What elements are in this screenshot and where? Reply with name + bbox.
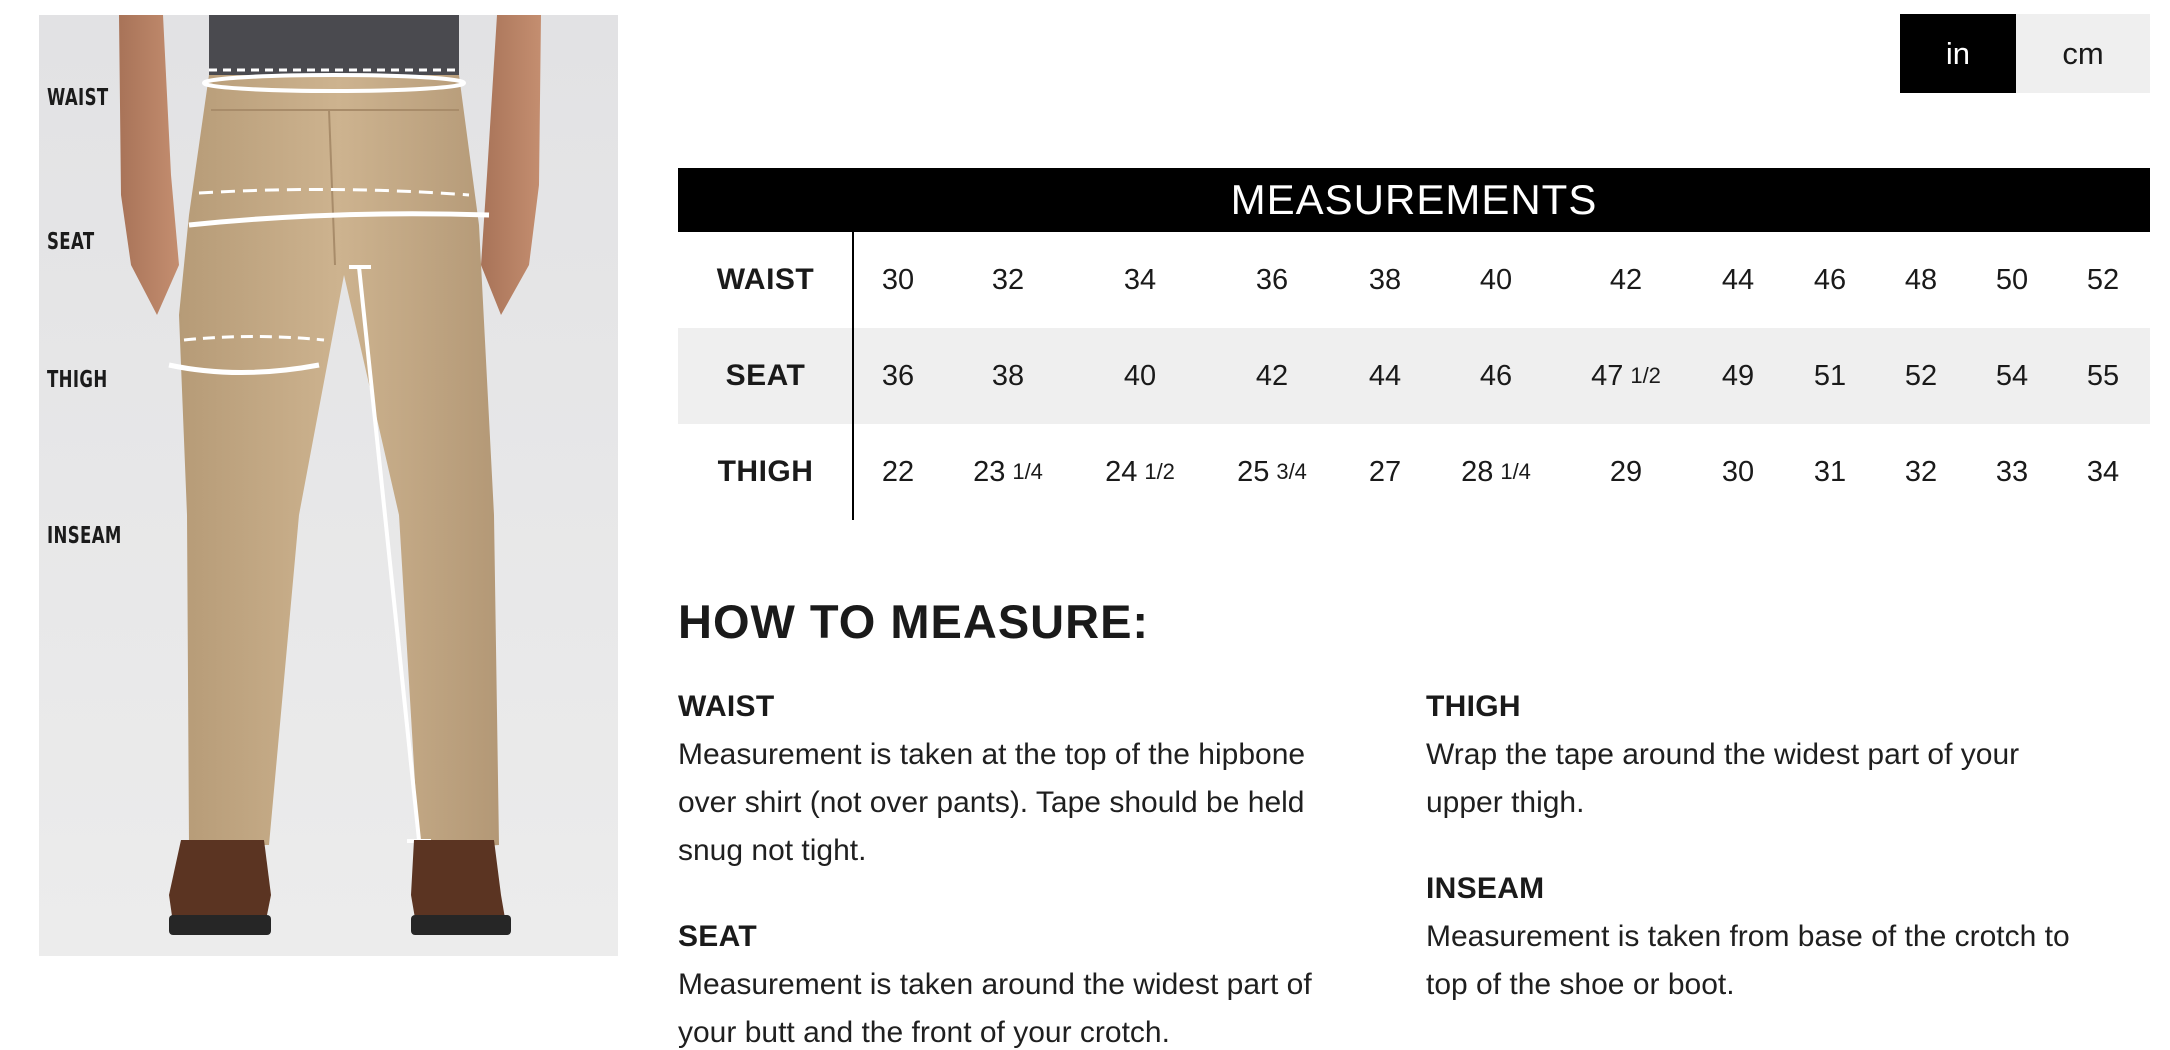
inseam-instructions <box>1426 865 2126 1009</box>
cell-whole: 40 <box>1479 263 1513 296</box>
table-cell <box>1369 424 1401 520</box>
cell-whole: 28 <box>1461 455 1494 488</box>
cell-whole: 23 <box>973 455 1006 488</box>
table-cell <box>1256 232 1288 328</box>
cell-whole: 32 <box>1904 455 1938 488</box>
table-cell <box>1722 424 1754 520</box>
cell-whole: 36 <box>881 359 915 392</box>
inseam-text-line: Measurement is taken from base of the crotch to <box>1426 920 2070 953</box>
cell-whole: 25 <box>1237 455 1270 488</box>
table-cell <box>1480 328 1512 424</box>
table-cell <box>1256 328 1288 424</box>
cell-whole: 54 <box>1995 359 2029 392</box>
thigh-heading: THIGH <box>1426 690 1521 723</box>
pants-illustration <box>39 15 618 956</box>
seat-instructions <box>678 913 1378 1050</box>
unit-toggle <box>1900 14 2150 93</box>
thigh-text-line: upper thigh. <box>1426 786 1585 819</box>
unit-inches-button[interactable]: in <box>1900 14 2016 93</box>
table-cell <box>1610 424 1642 520</box>
table-cell <box>1237 424 1307 520</box>
table-cell <box>973 424 1043 520</box>
table-cell <box>2087 232 2119 328</box>
cell-whole: 51 <box>1813 359 1847 392</box>
table-column-divider <box>852 232 854 520</box>
cell-whole: 38 <box>991 359 1025 392</box>
cell-whole: 48 <box>1904 263 1938 296</box>
table-cell <box>1905 232 1937 328</box>
table-cell <box>882 424 914 520</box>
cell-whole: 34 <box>1123 263 1157 296</box>
how-to-measure-title: HOW TO MEASURE: <box>678 595 1150 648</box>
photo-label-seat: SEAT <box>47 229 95 255</box>
table-cell <box>1591 328 1661 424</box>
table-cell <box>1480 232 1512 328</box>
table-cell <box>1722 232 1754 328</box>
waist-text-line: Measurement is taken at the top of the hipbone <box>678 738 1306 771</box>
table-row-seat <box>678 328 2150 424</box>
cell-whole: 42 <box>1255 359 1289 392</box>
seat-heading: SEAT <box>678 920 757 953</box>
cell-whole: 44 <box>1368 359 1402 392</box>
cell-whole: 29 <box>1609 455 1643 488</box>
table-cell <box>992 328 1024 424</box>
cell-whole: 52 <box>2086 263 2120 296</box>
table-cell <box>1996 328 2028 424</box>
seat-text-line: your butt and the front of your crotch. <box>678 1016 1170 1049</box>
cell-whole: 47 <box>1591 359 1624 392</box>
table-cell <box>1105 424 1175 520</box>
measurements-table <box>678 168 2150 520</box>
table-cell <box>992 232 1024 328</box>
cell-whole: 50 <box>1995 263 2029 296</box>
table-cell <box>1905 424 1937 520</box>
inseam-heading: INSEAM <box>1426 872 1545 905</box>
cell-fraction: 3/4 <box>1276 459 1307 484</box>
table-cell <box>1996 232 2028 328</box>
table-cell <box>1814 328 1846 424</box>
cell-whole: 33 <box>1995 455 2029 488</box>
cell-whole: 55 <box>2086 359 2120 392</box>
cell-fraction: 1/4 <box>1012 459 1043 484</box>
row-label: WAIST <box>716 263 815 296</box>
table-cell <box>1905 328 1937 424</box>
table-cell <box>1996 424 2028 520</box>
table-cell <box>2087 424 2119 520</box>
table-cell <box>1369 232 1401 328</box>
cell-whole: 52 <box>1904 359 1938 392</box>
cell-whole: 22 <box>881 455 915 488</box>
table-cell <box>1369 328 1401 424</box>
waist-text-line: snug not tight. <box>678 834 867 867</box>
inseam-text-line: top of the shoe or boot. <box>1426 968 1735 1001</box>
cell-whole: 40 <box>1123 359 1157 392</box>
cell-fraction: 1/2 <box>1144 459 1175 484</box>
cell-whole: 42 <box>1609 263 1643 296</box>
table-cell <box>1124 328 1156 424</box>
waist-heading: WAIST <box>678 690 775 723</box>
unit-cm-button[interactable]: cm <box>2016 14 2150 93</box>
table-cell <box>1722 328 1754 424</box>
table-cell <box>882 328 914 424</box>
cell-whole: 46 <box>1813 263 1847 296</box>
seat-text-line: Measurement is taken around the widest part of <box>678 968 1312 1001</box>
row-label: THIGH <box>717 455 814 488</box>
table-cell <box>882 232 914 328</box>
photo-label-waist: WAIST <box>47 85 109 111</box>
row-label: SEAT <box>725 359 806 392</box>
cell-fraction: 1/4 <box>1500 459 1531 484</box>
cell-whole: 46 <box>1479 359 1513 392</box>
cell-whole: 44 <box>1721 263 1755 296</box>
cell-whole: 36 <box>1255 263 1289 296</box>
cell-whole: 30 <box>1721 455 1755 488</box>
thigh-instructions <box>1426 683 2126 827</box>
cell-whole: 38 <box>1368 263 1402 296</box>
cell-whole: 34 <box>2086 455 2120 488</box>
table-row-waist <box>678 232 2150 328</box>
cell-whole: 31 <box>1813 455 1847 488</box>
table-cell <box>1461 424 1531 520</box>
table-row-thigh <box>678 424 2150 520</box>
photo-label-thigh: THIGH <box>47 367 108 393</box>
waist-text-line: over shirt (not over pants). Tape should be held <box>678 786 1305 819</box>
cell-whole: 24 <box>1105 455 1138 488</box>
table-cell <box>2087 328 2119 424</box>
pants-measurement-photo <box>39 15 618 956</box>
cell-whole: 49 <box>1721 359 1755 392</box>
table-cell <box>1124 232 1156 328</box>
cell-whole: 32 <box>991 263 1025 296</box>
cell-whole: 27 <box>1368 455 1402 488</box>
table-cell <box>1814 424 1846 520</box>
table-title: MEASUREMENTS <box>678 168 2150 232</box>
cell-whole: 30 <box>881 263 915 296</box>
table-cell <box>1610 232 1642 328</box>
photo-label-inseam: INSEAM <box>47 523 122 549</box>
table-cell <box>1814 232 1846 328</box>
thigh-text-line: Wrap the tape around the widest part of your <box>1426 738 2020 771</box>
cell-fraction: 1/2 <box>1630 363 1661 388</box>
waist-instructions <box>678 683 1378 875</box>
